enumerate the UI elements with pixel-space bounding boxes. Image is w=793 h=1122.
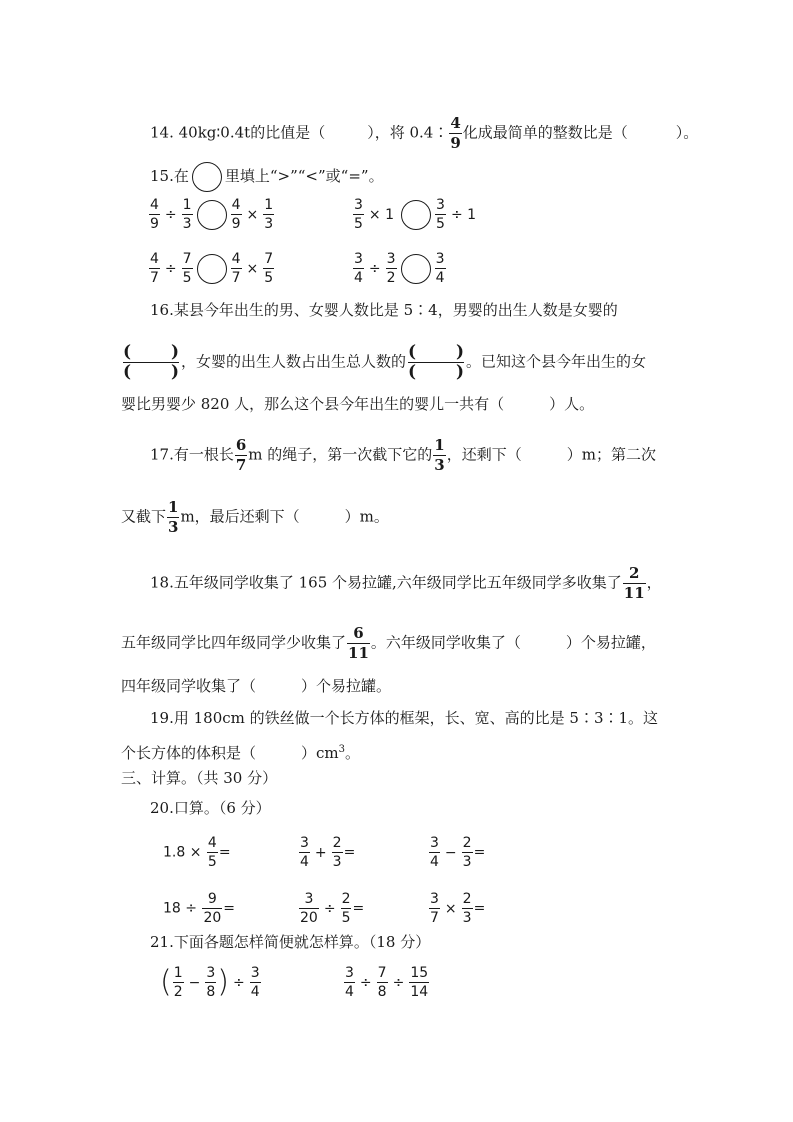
q14-fraction: $\frac{4}{9}$: [450, 114, 461, 152]
q20-expr-3: $\frac{3}{4}$ − $\frac{2}{3}$ =: [430, 835, 486, 870]
q20-expr-5: $\frac{3}{20}$ ÷ $\frac{2}{5}$ =: [300, 891, 365, 926]
q20-expr-6: $\frac{3}{7}$ × $\frac{2}{3}$ =: [430, 891, 486, 926]
answer-fraction-blank[interactable]: ( ) ( ): [123, 342, 179, 382]
q15-row2-left: $\frac{4}{7}$ ÷ $\frac{7}{5}$ $\frac{4}{7}$ × $\frac{7}{5}$: [150, 251, 274, 286]
q17-line2: 又截下 $\frac{1}{3}$ m，最后还剩下（ ）m。: [121, 498, 389, 536]
q14-text-d: ）。: [675, 123, 699, 142]
q20-expr-2: $\frac{3}{4}$ + $\frac{2}{3}$ =: [300, 835, 356, 870]
answer-fraction-blank[interactable]: ( ) ( ): [408, 342, 465, 382]
q16-line2-end: 。已知这个县今年出生的女: [466, 352, 647, 371]
q15-text-a: 15.在: [150, 167, 189, 185]
q14-text-a: 14. 40kg∶0.4t的比值是（: [150, 123, 326, 142]
q14-text-c: 化成最简单的整数比是（: [462, 123, 628, 142]
answer-circle[interactable]: [197, 254, 227, 284]
q16-line3: 婴比男婴少 820 人，那么这个县今年出生的婴儿一共有（ ）人。: [121, 395, 595, 413]
question-21-title: 21.下面各题怎样简便就怎样算。（18 分）: [150, 933, 431, 951]
answer-circle[interactable]: [197, 200, 227, 230]
q21-expr-2: $\frac{3}{4}$ ÷ $\frac{7}{8}$ ÷ $\frac{15}{14}$: [345, 965, 429, 1000]
question-19: 19.用 180cm 的铁丝做一个长方体的框架，长、宽、高的比是 5∶3∶1。这: [150, 709, 659, 727]
question-20-title: 20.口算。（6 分）: [150, 799, 271, 817]
q18-line3: 四年级同学收集了（ ）个易拉罐。: [121, 677, 392, 695]
q19-line2: 个长方体的体积是（ ）$cm^3$。: [121, 744, 361, 762]
q15-row1-left: $\frac{4}{9}$ ÷ $\frac{1}{3}$ $\frac{4}{9}$ × $\frac{1}{3}$: [150, 197, 274, 232]
q15-text-b: 里填上“>”“<”或“=”。: [224, 167, 384, 185]
question-16: [150, 300, 618, 320]
q15-row2-right: $\frac{3}{4}$ ÷ $\frac{3}{2}$ $\frac{3}{4}$: [354, 251, 445, 286]
q20-expr-4: 18 ÷ $\frac{9}{20}$ =: [163, 891, 236, 926]
q14-text-b: ），将 0.4∶: [367, 123, 449, 142]
answer-circle[interactable]: [401, 254, 431, 284]
question-17: 17.有一根长 $\frac{6}{7}$ m 的绳子，第一次截下它的 $\frac{1}{3}$ ，还剩下（ ）m；第二次: [150, 436, 656, 474]
question-15: [150, 162, 384, 192]
q15-row1-right: $\frac{3}{5}$ × 1 $\frac{3}{5}$ ÷ 1: [354, 197, 477, 232]
q21-expr-1: ( $\frac{1}{2}$ − $\frac{3}{8}$ ) ÷ $\frac{3}{4}$: [160, 964, 260, 1000]
answer-circle[interactable]: [401, 200, 431, 230]
q18-line2: 五年级同学比四年级同学少收集了 $\frac{6}{11}$ 。六年级同学收集了（ ）个易拉罐，: [121, 624, 656, 662]
section-3-title: 三、计算。（共 30 分）: [121, 769, 278, 787]
q20-expr-1: 1.8 × $\frac{4}{5}$ =: [163, 835, 231, 870]
question-18: 18.五年级同学收集了 165 个易拉罐,六年级同学比五年级同学多收集了 $\frac{2}{11}$ ，: [150, 564, 662, 602]
answer-circle[interactable]: [192, 162, 222, 192]
q16-line1: 16.某县今年出生的男、女婴人数比是 5∶4，男婴的出生人数是女婴的: [150, 301, 618, 319]
question-14: [150, 116, 698, 151]
q16-line2-mid: ，女婴的出生人数占出生总人数的: [181, 352, 407, 371]
q16-line2: [121, 344, 646, 381]
